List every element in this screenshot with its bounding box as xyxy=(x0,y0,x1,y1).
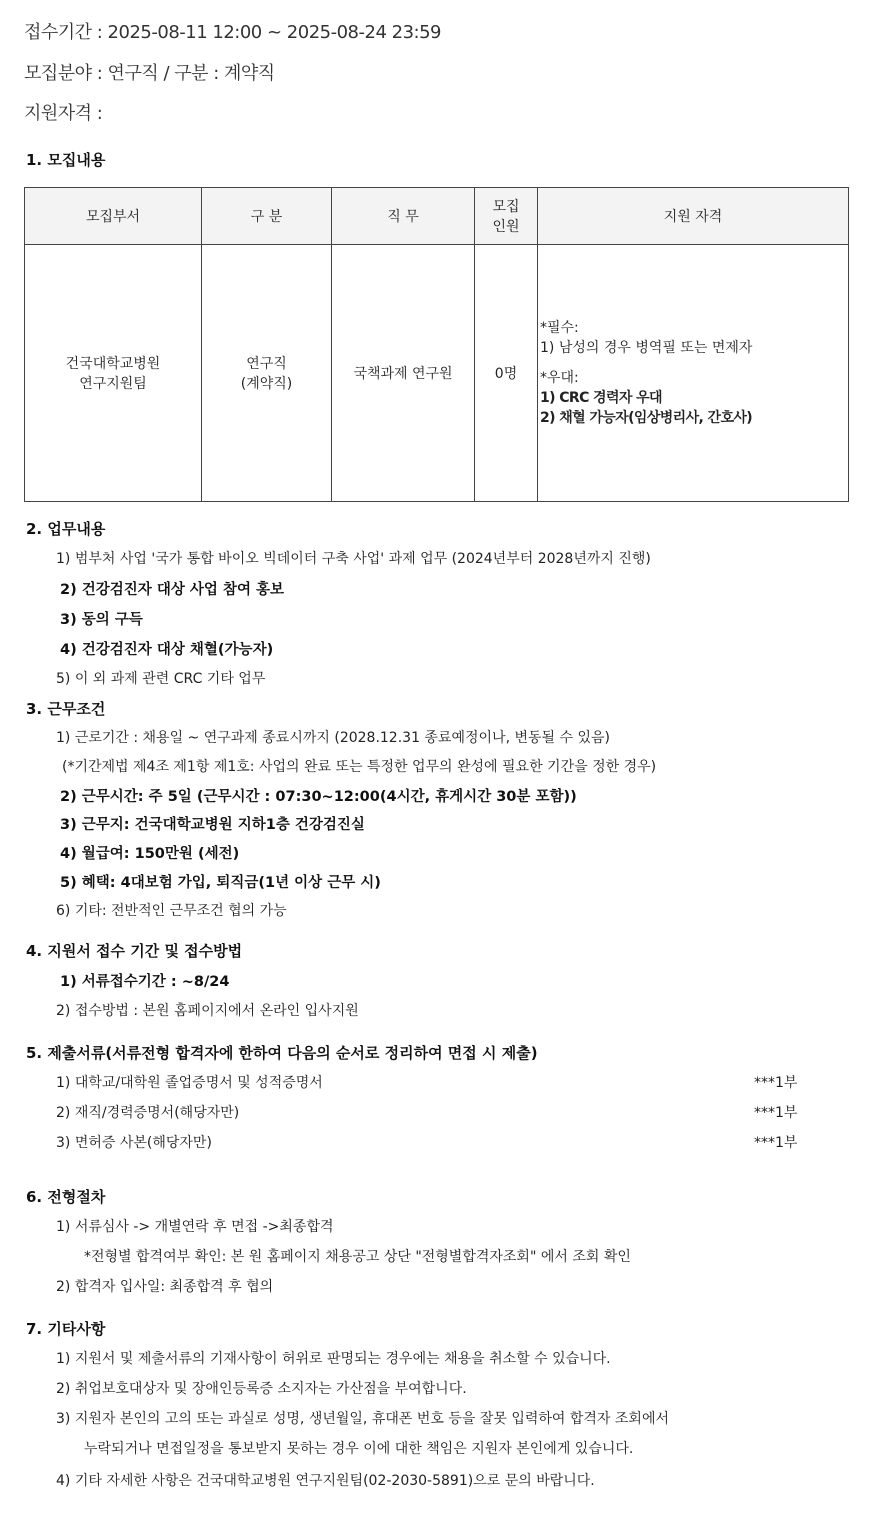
list-item-note: *전형별 합격여부 확인: 본 원 홈페이지 채용공고 상단 "전형별합격자조회" 에서 조회 확인 xyxy=(84,1249,631,1265)
application-period: 접수기간 : 2025-08-11 12:00 ~ 2025-08-24 23:59 xyxy=(24,22,441,43)
header-dept: 모집부서 xyxy=(25,188,202,245)
cell-qualification xyxy=(538,245,849,502)
list-item-continued: 누락되거나 면접일정을 통보받지 못하는 경우 이에 대한 책임은 지원자 본인에게 있습니다. xyxy=(84,1441,634,1457)
section-2-title: 2. 업무내용 xyxy=(26,520,106,538)
header-count xyxy=(475,188,538,245)
cell-dept xyxy=(25,245,202,502)
list-item: 4) 기타 자세한 사항은 건국대학교병원 연구지원팀(02-2030-5891)으로 문의 바랍니다. xyxy=(56,1473,595,1489)
list-item: 5) 혜택: 4대보험 가입, 퇴직금(1년 이상 근무 시) xyxy=(60,875,381,891)
list-item: 3) 근무지: 건국대학교병원 지하1층 건강검진실 xyxy=(60,817,365,833)
table-header-row xyxy=(25,188,849,245)
doc-item: 1) 대학교/대학원 졸업증명서 및 성적증명서 xyxy=(56,1075,323,1091)
doc-count: ***1부 xyxy=(754,1135,798,1151)
section-7-title: 7. 기타사항 xyxy=(26,1320,106,1338)
list-item: 1) 서류접수기간 : ~8/24 xyxy=(60,974,230,990)
list-item: 1) 근로기간 : 채용일 ~ 연구과제 종료시까지 (2028.12.31 종료예정이나, 변동될 수 있음) xyxy=(56,730,610,746)
qual-preferred-1: 1) CRC 경력자 우대 xyxy=(540,390,662,406)
list-item-note: (*기간제법 제4조 제1항 제1호: 사업의 완료 또는 특정한 업무의 완성에 필요한 기간을 정한 경우) xyxy=(62,759,657,775)
list-item: 2) 근무시간: 주 5일 (근무시간 : 07:30~12:00(4시간, 휴게시간 30분 포함)) xyxy=(60,789,577,805)
list-item: 3) 지원자 본인의 고의 또는 과실로 성명, 생년월일, 휴대폰 번호 등을 잘못 입력하여 합격자 조회에서 xyxy=(56,1411,670,1427)
qual-preferred-label: *우대: xyxy=(540,370,579,386)
section-1-title: 1. 모집내용 xyxy=(26,151,106,169)
list-item: 1) 지원서 및 제출서류의 기재사항이 허위로 판명되는 경우에는 채용을 취소할 수 있습니다. xyxy=(56,1351,611,1367)
cell-type xyxy=(202,245,332,502)
list-item: 2) 합격자 입사일: 최종합격 후 협의 xyxy=(56,1279,274,1295)
list-item: 1) 서류심사 -> 개별연락 후 면접 ->최종합격 xyxy=(56,1219,334,1235)
dept-line1: 건국대학교병원 xyxy=(65,356,161,372)
doc-count: ***1부 xyxy=(754,1075,798,1091)
type-line1: 연구직 xyxy=(246,356,287,372)
doc-item: 2) 재직/경력증명서(해당자만) xyxy=(56,1105,240,1121)
doc-count: ***1부 xyxy=(754,1105,798,1121)
section-3-title: 3. 근무조건 xyxy=(26,700,106,718)
header-count-line2: 인원 xyxy=(492,219,520,235)
qualification-label: 지원자격 : xyxy=(24,103,103,124)
header-type: 구 분 xyxy=(202,188,332,245)
section-5-title: 5. 제출서류(서류전형 합격자에 한하여 다음의 순서로 정리하여 면접 시 제출) xyxy=(26,1044,538,1062)
qual-required-label: *필수: xyxy=(540,320,579,336)
list-item: 2) 접수방법 : 본원 홈페이지에서 온라인 입사지원 xyxy=(56,1003,359,1019)
section-4-title: 4. 지원서 접수 기간 및 접수방법 xyxy=(26,942,243,960)
type-line2: (계약직) xyxy=(240,376,293,392)
list-item: 4) 월급여: 150만원 (세전) xyxy=(60,846,240,862)
qual-preferred-2: 2) 채혈 가능자(임상병리사, 간호사) xyxy=(540,410,753,426)
cell-count: 0명 xyxy=(475,245,538,502)
list-item: 1) 범부처 사업 '국가 통합 바이오 빅데이터 구축 사업' 과제 업무 (2024년부터 2028년까지 진행) xyxy=(56,551,651,567)
table-row xyxy=(25,245,849,502)
header-count-line1: 모집 xyxy=(492,199,520,215)
list-item: 3) 동의 구득 xyxy=(60,612,143,628)
list-item: 2) 건강검진자 대상 사업 참여 홍보 xyxy=(60,582,285,598)
list-item: 4) 건강검진자 대상 채혈(가능자) xyxy=(60,642,274,658)
list-item: 5) 이 외 과제 관련 CRC 기타 업무 xyxy=(56,671,266,687)
qual-required-1: 1) 남성의 경우 병역필 또는 면제자 xyxy=(540,340,753,356)
list-item: 2) 취업보호대상자 및 장애인등록증 소지자는 가산점을 부여합니다. xyxy=(56,1381,467,1397)
recruit-field: 모집분야 : 연구직 / 구분 : 계약직 xyxy=(24,63,275,84)
header-qualification: 지원 자격 xyxy=(538,188,849,245)
recruit-table xyxy=(24,187,849,502)
dept-line2: 연구지원팀 xyxy=(79,376,147,392)
section-6-title: 6. 전형절차 xyxy=(26,1188,106,1206)
list-item: 6) 기타: 전반적인 근무조건 협의 가능 xyxy=(56,903,287,919)
doc-item: 3) 면허증 사본(해당자만) xyxy=(56,1135,212,1151)
cell-job: 국책과제 연구원 xyxy=(332,245,475,502)
header-job: 직 무 xyxy=(332,188,475,245)
